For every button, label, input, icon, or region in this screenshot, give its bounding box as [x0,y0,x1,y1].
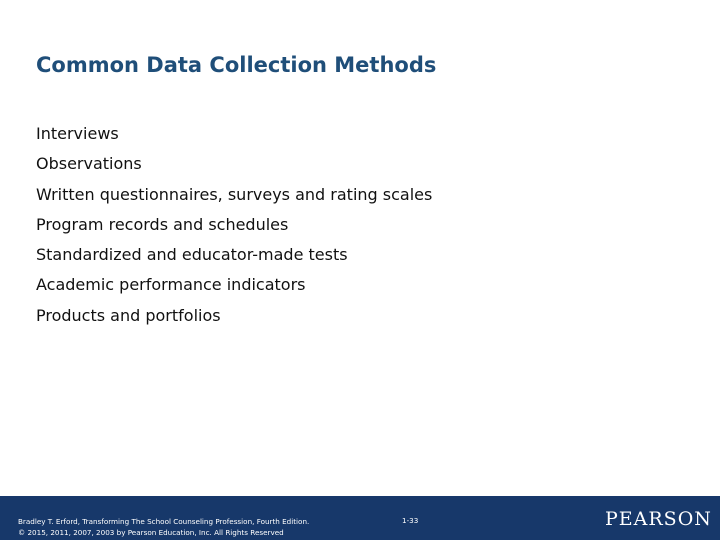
bullet-item: Academic performance indicators [36,275,306,295]
footer-citation [18,516,309,538]
bullet-item: Written questionnaires, surveys and rating scales [36,184,433,204]
page-number: 1-33 [402,516,419,525]
slide-title: Common Data Collection Methods [36,53,437,77]
bullet-item: Interviews [36,124,119,143]
citation-line-1: Bradley T. Erford, Transforming The School Counseling Profession, Fourth Edition. [18,517,310,526]
bullet-item: Observations [36,154,142,174]
bullet-item: Standardized and educator-made tests [36,245,348,265]
bullet-item: Products and portfolios [36,305,221,325]
bullet-list [36,121,432,333]
footer-bar [0,496,720,540]
citation-line-2: © 2015, 2011, 2007, 2003 by Pearson Education, Inc. All Rights Reserved [18,528,284,537]
bullet-item: Program records and schedules [36,214,289,234]
pearson-logo: PEARSON [605,508,712,530]
